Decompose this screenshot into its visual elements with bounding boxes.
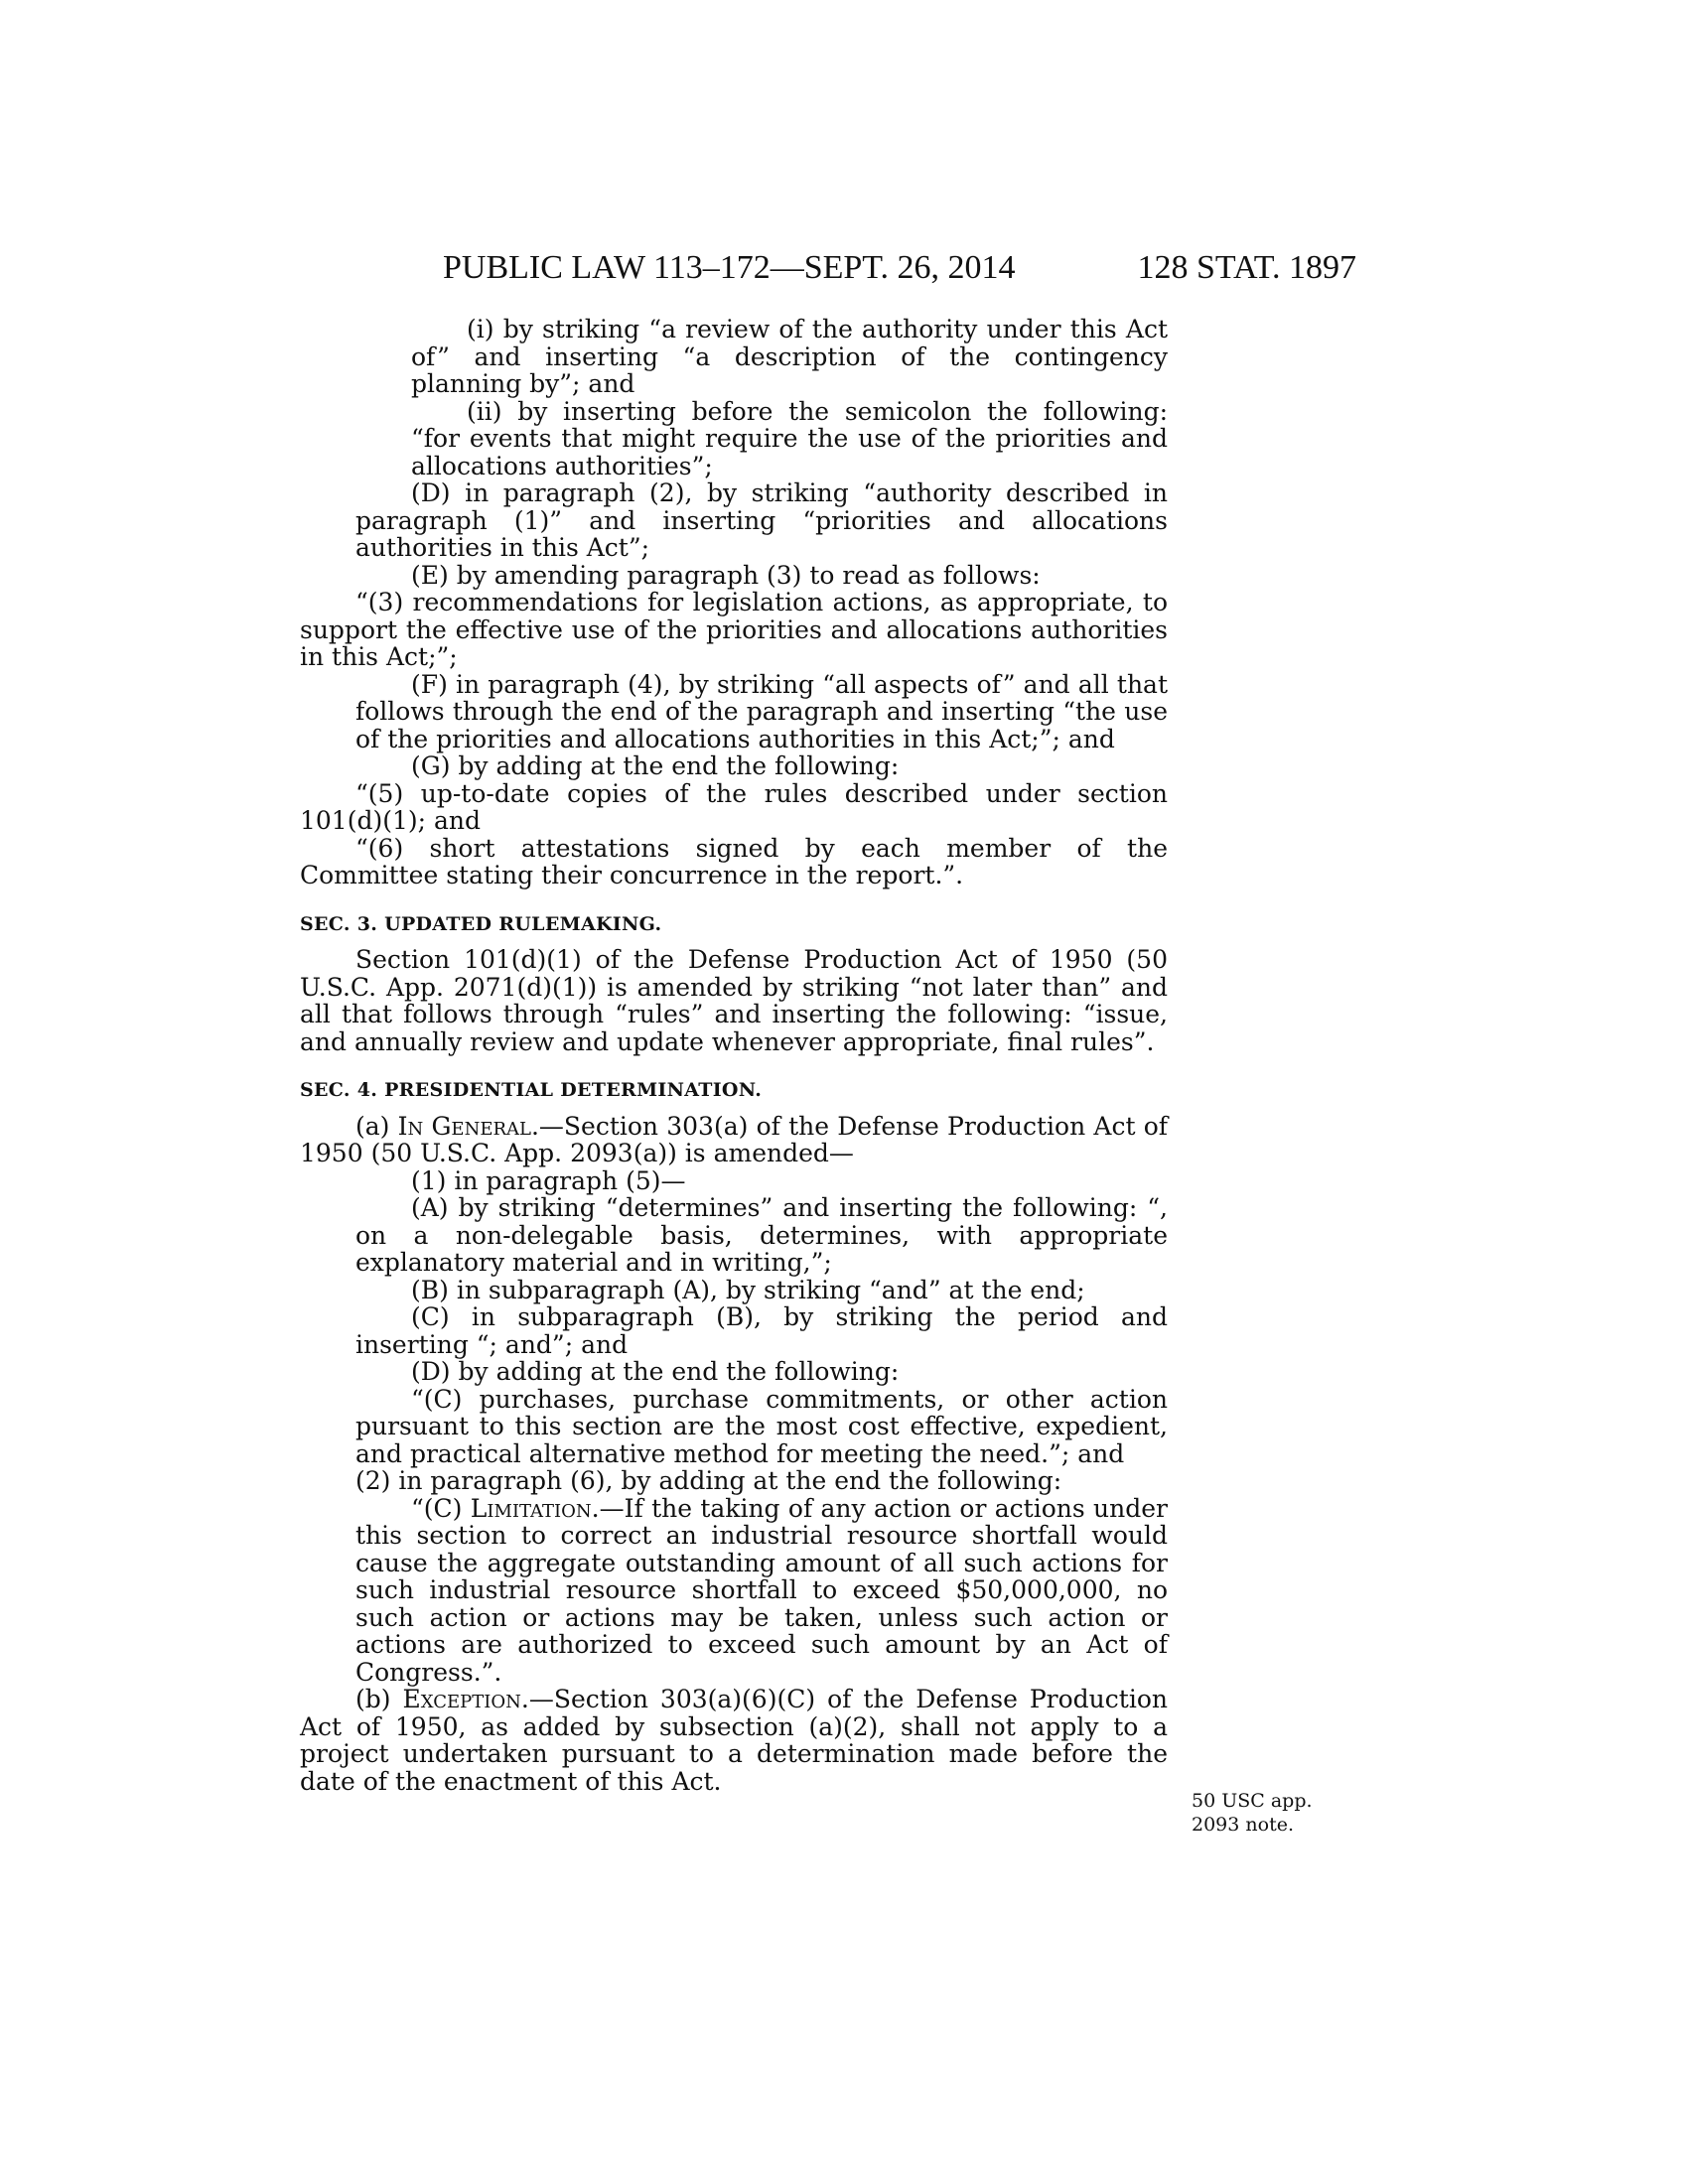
quoted-paragraph-5: “(5) up-to-date copies of the rules described under section 101(d)(1); and [300,778,1168,835]
subsection-a-label: (a) [355,1111,398,1141]
quoted-limitation-caption: Limitation [470,1493,592,1523]
subsection-a [300,1113,1168,1167]
quoted-limitation-text: .—If the taking of any action or actions under this section to correct an industrial resource shortfall would cause the aggregate outstanding amount of all such actions for such industrial resource shortfall to exceed $50,000,000, no such action or actions may be taken, unless such action or actions are authorized to exceed such amount by an Act of Congress.”. [355,1493,1168,1687]
subsection-b-text: .—Section 303(a)(6)(C) of the Defense Production Act of 1950, as added by subsection (a)(2), shall not apply to a project undertaken pursuant to a determination made before the date of the enactment of this Act. [300,1685,1168,1796]
subsection-b [300,1686,1168,1795]
section-3-body: Section 101(d)(1) of the Defense Production Act of 1950 (50 U.S.C. App. 2071(d)(1)) is amended by striking “not later than” and all that follows through “rules” and inserting the following: “issue, and annually review and update whenever appropriate, final rules”. [300,945,1168,1056]
clause-c-i: (i) by striking “a review of the authority under this Act of” and inserting “a description of the contingency planning by”; and [411,315,1168,398]
subsection-a-text: .—Section 303(a) of the Defense Production Act of 1950 (50 U.S.C. App. 2093(a)) is amended— [300,1111,1169,1167]
clause-c-ii: (ii) by inserting before the semicolon the following: “for events that might require the use of the priorities and allocations authorities”; [411,396,1168,480]
public-law-citation: PUBLIC LAW 113–172—SEPT. 26, 2014 [443,249,1016,286]
quoted-paragraph-6: “(6) short attestations signed by each member of the Committee stating their concurrence in the report.”. [300,833,1168,889]
section-4-heading: SEC. 4. PRESIDENTIAL DETERMINATION. [300,1079,763,1101]
paragraph-1: (1) in paragraph (5)— [411,1165,686,1195]
subparagraph-b: (B) in subparagraph (A), by striking “and” at the end; [411,1275,1085,1304]
quoted-subparagraph-c: “(C) purchases, purchase commitments, or other action pursuant to this section are the most cost effective, expedient, and practical alternative method for meeting the need.”; and [355,1384,1168,1468]
margin-note [1192,1789,1331,1837]
subparagraph-d: (D) in paragraph (2), by striking “authority described in paragraph (1)” and inserting “priorities and allocations authorities in this Act”; [355,478,1168,562]
subsection-b-label: (b) [355,1685,403,1713]
quoted-limitation-label: “(C) [411,1493,471,1523]
subparagraph-c: (C) in subparagraph (B), by striking the period and inserting “; and”; and [355,1302,1168,1359]
subparagraph-f: (F) in paragraph (4), by striking “all aspects of” and all that follows through the end of the paragraph and inserting “the use of the priorities and allocations authorities in this Act;”; and [355,669,1168,753]
paragraph-2: (2) in paragraph (6), by adding at the end the following: [355,1466,1062,1495]
statute-page-number: 128 STAT. 1897 [1137,249,1356,286]
quoted-limitation [300,1495,1168,1687]
subparagraph-a: (A) by striking “determines” and inserting the following: “, on a non-delegable basis, determines, with appropriate explanatory material and in writing,”; [355,1193,1168,1277]
quoted-paragraph-3: “(3) recommendations for legislation actions, as appropriate, to support the effective use of the priorities and allocations authorities in this Act;”; [300,588,1168,671]
subparagraph-d-adding: (D) by adding at the end the following: [411,1357,900,1386]
margin-note-line-1: 50 USC app. [1192,1790,1313,1812]
subparagraph-e: (E) by amending paragraph (3) to read as follows: [411,560,1041,590]
section-3-heading: SEC. 3. UPDATED RULEMAKING. [300,912,662,935]
margin-note-line-2: 2093 note. [1192,1814,1294,1836]
subparagraph-g: (G) by adding at the end the following: [411,751,900,780]
subsection-a-caption: In General [397,1111,531,1141]
subsection-b-caption: Exception [402,1685,521,1713]
body-text [300,316,1168,1795]
